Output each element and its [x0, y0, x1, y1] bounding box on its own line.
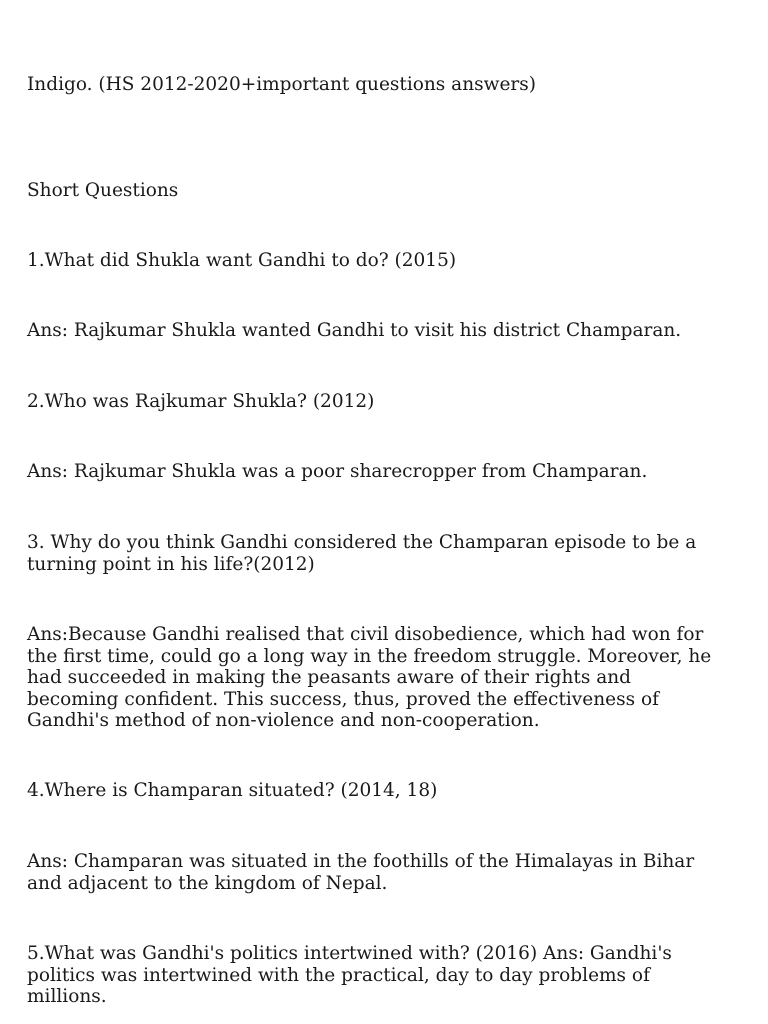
document-title: Indigo. (HS 2012-2020+important questions answers)	[27, 74, 536, 95]
answer-4: Ans: Champaran was situated in the foothills of the Himalayas in Bihar and adjacent to the kingdom of Nepal.	[27, 851, 695, 894]
question-1: 1.What did Shukla want Gandhi to do? (2015)	[27, 250, 457, 271]
answer-1: Ans: Rajkumar Shukla wanted Gandhi to visit his district Champaran.	[27, 320, 682, 341]
question-5: 5.What was Gandhi's politics intertwined with? (2016) Ans: Gandhi's politics was intertwined with the practical, day to day problems of millions.	[27, 943, 672, 1007]
section-heading: Short Questions	[27, 180, 179, 201]
question-2: 2.Who was Rajkumar Shukla? (2012)	[27, 391, 375, 412]
answer-2: Ans: Rajkumar Shukla was a poor sharecropper from Champaran.	[27, 461, 648, 482]
question-4: 4.Where is Champaran situated? (2014, 18)	[27, 780, 438, 801]
answer-3: Ans:Because Gandhi realised that civil disobedience, which had won for the first time, could go a long way in the freedom struggle. Moreover, he had succeeded in making the peasants aware of their rights and becoming confident. This success, thus, proved the effectiveness of Gandhi's method of non-violence and non-cooperation.	[27, 624, 712, 731]
question-3: 3. Why do you think Gandhi considered the Champaran episode to be a turning point in his life?(2012)	[27, 532, 697, 575]
